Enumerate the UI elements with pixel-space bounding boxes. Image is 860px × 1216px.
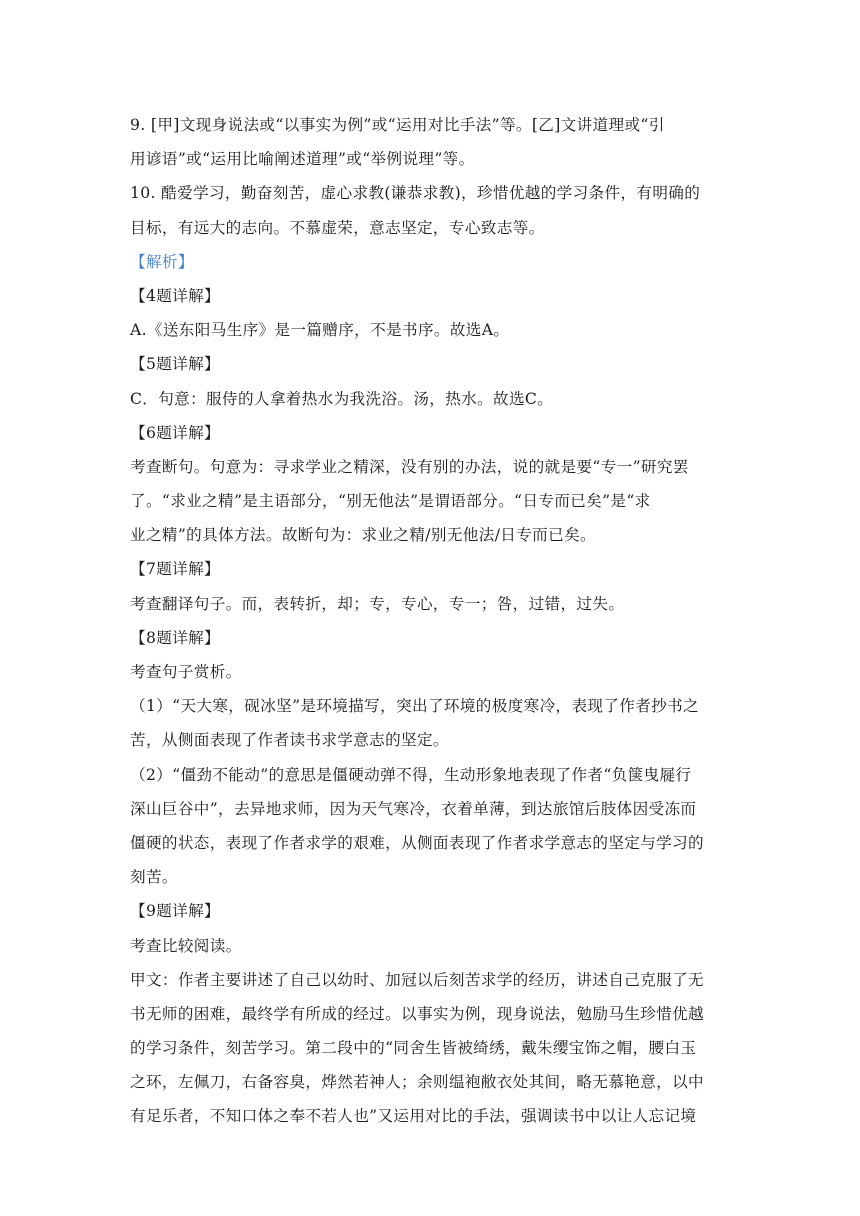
q9-body-line-6: 有足乐者，不知口体之奉不若人也”又运用对比的手法，强调读书中以让人忘记境 bbox=[130, 1107, 697, 1126]
q5-body-line: C．句意：服侍的人拿着热水为我洗浴。汤，热水。故选C。 bbox=[130, 389, 554, 408]
q4-body-line: A.《送东阳马生序》是一篇赠序，不是书序。故选A。 bbox=[130, 321, 510, 340]
q9-body-line-4: 的学习条件，刻苦学习。第二段中的“同舍生皆被绮绣，戴朱缨宝饰之帽，腰白玉 bbox=[130, 1039, 697, 1058]
q7-body-line: 考查翻译句子。而，表转折，却；专，专心，专一；咎，过错，过失。 bbox=[130, 594, 625, 613]
q6-body-line-3: 业之精”的具体方法。故断句为：求业之精/别无他法/日专而已矣。 bbox=[130, 526, 596, 545]
q4-heading: 【4题详解】 bbox=[130, 286, 220, 305]
q8-heading: 【8题详解】 bbox=[130, 628, 220, 647]
q8-body-line-4: （2）“僵劲不能动”的意思是僵硬动弹不得，生动形象地表现了作者“负箧曳屣行 bbox=[130, 765, 692, 784]
answer-9-line-1: 9. [甲]文现身说法或“以事实为例”或“运用对比手法”等。[乙]文讲道理或“引 bbox=[130, 116, 665, 134]
q7-heading: 【7题详解】 bbox=[130, 560, 220, 579]
q9-body-line-3: 书无师的困难，最终学有所成的经过。以事实为例，现身说法，勉励马生珍惜优越 bbox=[130, 1004, 704, 1023]
document-page bbox=[130, 108, 732, 1134]
answer-10-line-1: 10. 酷爱学习，勤奋刻苦，虚心求教(谦恭求教)，珍惜优越的学习条件，有明确的 bbox=[130, 184, 701, 203]
answer-10-line-2: 目标，有远大的志向。不慕虚荣，意志坚定，专心致志等。 bbox=[130, 218, 545, 237]
q8-body-line-7: 刻苦。 bbox=[130, 868, 178, 887]
q8-body-line-5: 深山巨谷中”，去异地求师，因为天气寒冷，衣着单薄，到达旅馆后肢体因受冻而 bbox=[130, 799, 697, 818]
q6-body-line-1: 考查断句。句意为：寻求学业之精深，没有别的办法，说的就是要“专一”研究罢 bbox=[130, 457, 689, 476]
q6-heading: 【6题详解】 bbox=[130, 423, 220, 442]
analysis-label: 【解析】 bbox=[130, 252, 194, 271]
q9-body-line-1: 考查比较阅读。 bbox=[130, 936, 242, 955]
q8-body-line-2: （1）“天大寒，砚冰坚”是环境描写，突出了环境的极度寒冷，表现了作者抄书之 bbox=[130, 697, 700, 716]
q8-body-line-3: 苦，从侧面表现了作者读书求学意志的坚定。 bbox=[130, 731, 449, 750]
q9-body-line-2: 甲文：作者主要讲述了自己以幼时、加冠以后刻苦求学的经历，讲述自己克服了无 bbox=[130, 970, 704, 989]
q9-body-line-5: 之环，左佩刀，右备容臭，烨然若神人；余则缊袍敝衣处其间，略无慕艳意，以中 bbox=[130, 1073, 704, 1092]
q9-heading: 【9题详解】 bbox=[130, 902, 220, 921]
q5-heading: 【5题详解】 bbox=[130, 355, 220, 374]
q6-body-line-2: 了。“求业之精”是主语部分，“别无他法”是谓语部分。“日专而已矣”是“求 bbox=[130, 492, 651, 511]
q8-body-line-6: 僵硬的状态，表现了作者求学的艰难，从侧面表现了作者求学意志的坚定与学习的 bbox=[130, 833, 704, 852]
answer-9-line-2: 用谚语”或“运用比喻阐述道理”或“举例说理”等。 bbox=[130, 150, 475, 169]
q8-body-line-1: 考查句子赏析。 bbox=[130, 663, 242, 681]
